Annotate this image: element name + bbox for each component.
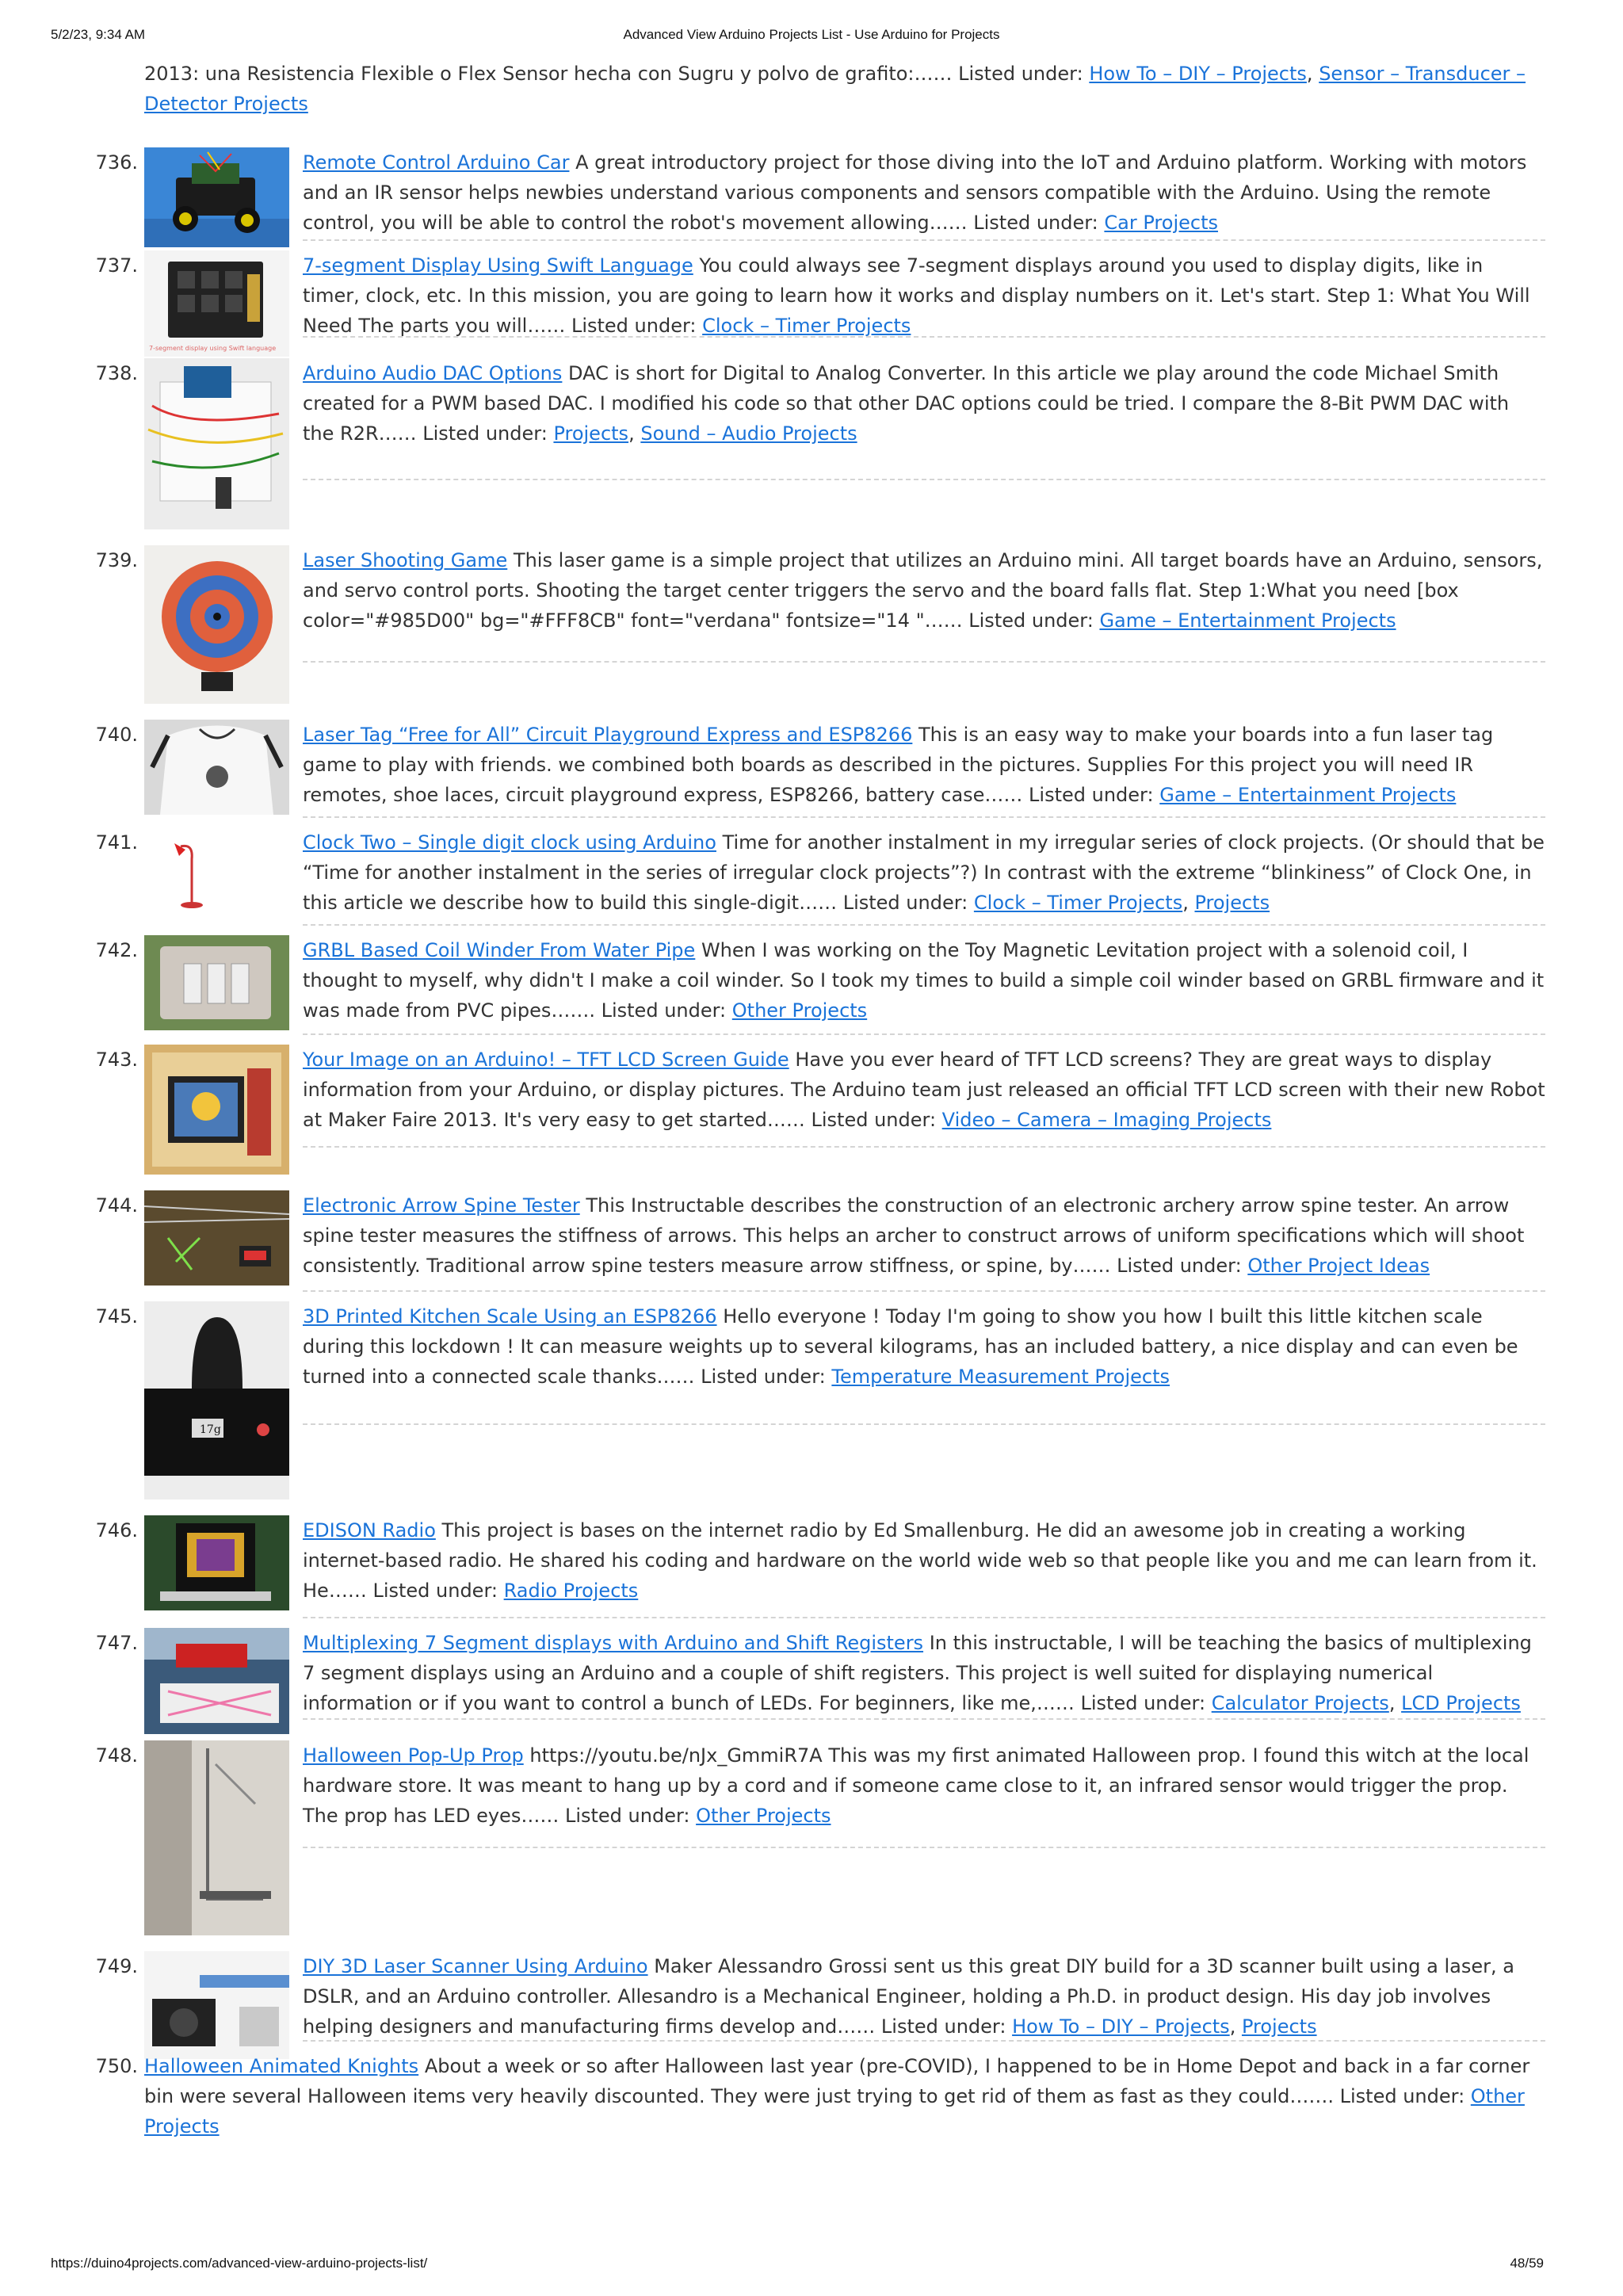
robot-car-thumb[interactable] [144, 147, 289, 247]
print-doc-title: Advanced View Arduino Projects List - Use Arduino for Projects [623, 27, 1000, 42]
list-item [95, 1190, 1545, 1292]
project-title-link[interactable]: Laser Shooting Game [303, 549, 508, 571]
item-number: 743. [95, 1049, 138, 1071]
list-item [95, 1628, 1545, 1720]
item-number: 749. [95, 1955, 138, 1977]
category-link[interactable]: Radio Projects [503, 1580, 639, 1602]
kitchen-scale-thumb[interactable] [144, 1301, 289, 1499]
coil-winder-thumb[interactable] [144, 935, 289, 1030]
projects-list [95, 147, 1545, 2141]
project-description: This laser game is a simple project that utilizes an Arduino mini. All target boards have an Arduino, sensors, and servo control ports. Shooting the target center triggers the servo and the board falls flat. Step 1:What you need [box color="#985D00" bg="#FFF8CB" font="verdana" fontsize="14 "…… Listed under: [303, 549, 1543, 632]
item-number: 748. [95, 1744, 138, 1767]
print-datetime: 5/2/23, 9:34 AM [51, 27, 146, 42]
item-number: 750. [95, 2055, 138, 2077]
radio-thumb[interactable] [144, 1515, 289, 1610]
popup-prop-thumb[interactable] [144, 1740, 289, 1935]
project-description: About a week or so after Halloween last year (pre-COVID), I happened to be in Home Depot and back in a far corner bin were several Halloween items very heavily discounted. They were just trying to get rid of them as fast as they could……. Listed under: [144, 2055, 1530, 2107]
intro-continuation: 2013: una Resistencia Flexible o Flex Sensor hecha con Sugru y polvo de grafito:…… Listed under: How To – DIY – Projects, Sensor – Transducer – Detector Projects [144, 63, 1526, 115]
item-divider [303, 1617, 1545, 1618]
intro-category-link[interactable]: Sensor – Transducer – Detector Projects [144, 63, 1526, 115]
project-title-link[interactable]: Clock Two – Single digit clock using Arduino [303, 831, 716, 854]
arrow-tester-thumb[interactable] [144, 1190, 289, 1286]
item-text [289, 545, 1545, 636]
category-link[interactable]: Car Projects [1104, 212, 1218, 234]
item-text: DIY 3D Laser Scanner Using Arduino Maker Alessandro Grossi sent us this great DIY build for a 3D scanner built using a laser, a DSLR, and an Arduino controller. Allesandro is a Mechanical Engineer, holding a Ph.D. in product design. His day job involves helping designers and manufacturing firms develop and…… Listed under: How To – DIY – Projects, Projects [303, 1955, 1514, 2038]
item-divider [303, 1033, 1545, 1035]
list-item [95, 2051, 1545, 2141]
intro-text: 2013: una Resistencia Flexible o Flex Sensor hecha con Sugru y polvo de grafito:…… Listed under: [144, 63, 1090, 85]
list-item [95, 1045, 1545, 1148]
project-description: You could always see 7-segment displays around you used to display digits, like in timer, clock, etc. In this mission, you are going to learn how it works and display numbers on it. Let's start. Step 1: What You Will Need The parts you will…… Listed under: [303, 254, 1530, 337]
project-description: Time for another instalment in my irregular series of clock projects. (Or should that be “Time for another instalment in the series of irregular clock projects”?) In contrast with the extreme “blinkiness” of Clock One, in this article we describe how to build this single-digit…… Listed under: [303, 831, 1545, 914]
multiplex-thumb[interactable] [144, 1628, 289, 1734]
item-text [289, 1045, 1545, 1135]
project-description: A great introductory project for those diving into the IoT and Arduino platform. Working with motors and an IR sensor helps newbies understand various components and sensors compatible with the Arduino. Using the remote control, you will be able to control the robot's movement allowing…… Listed under: [303, 151, 1527, 234]
project-description: DAC is short for Digital to Analog Converter. In this article we play around the code Michael Smith created for a PWM based DAC. I modified his code so that other DAC options could be tried. I compare the 8-Bit PWM DAC with the R2R…… Listed under: [303, 362, 1510, 445]
category-link[interactable]: Other Projects [144, 2085, 1525, 2137]
category-link[interactable]: Temperature Measurement Projects [831, 1366, 1170, 1388]
item-divider [303, 239, 1545, 241]
item-divider [303, 1847, 1545, 1848]
laser-scanner-thumb[interactable] [144, 1951, 289, 2059]
item-divider [303, 1290, 1545, 1292]
list-item [95, 147, 1545, 241]
category-link[interactable]: LCD Projects [1401, 1692, 1521, 1714]
item-number: 736. [95, 151, 138, 174]
item-text [289, 250, 1545, 341]
list-item [95, 1515, 1545, 1618]
project-description: This project is bases on the internet radio by Ed Smallenburg. He did an awesome job in creating a working internet-based radio. He shared his coding and hardware on the world wide web so that people like you and me can learn from it. He…… Listed under: [303, 1519, 1537, 1602]
list-item [95, 935, 1545, 1035]
project-title-link[interactable]: Electronic Arrow Spine Tester [303, 1194, 580, 1217]
list-item [95, 1951, 1545, 2042]
item-text [289, 147, 1545, 238]
project-title-link[interactable]: Laser Tag “Free for All” Circuit Playground Express and ESP8266 [303, 724, 913, 746]
item-text [289, 1515, 1545, 1606]
category-link[interactable]: Game – Entertainment Projects [1159, 784, 1457, 806]
project-description: This is an easy way to make your boards into a fun laser tag game to play with friends. we combined both boards as described in the pictures. Supplies For this project you will need IR remotes, shoe laces, circuit playground express, ESP8266, battery case…… Listed under: [303, 724, 1494, 806]
item-divider [303, 816, 1545, 818]
project-description: Have you ever heard of TFT LCD screens? They are great ways to display information from your Arduino, or display pictures. The Arduino team just released an official TFT LCD screen with their new Robot at Maker Faire 2013. It's very easy to get started…… Listed under: [303, 1049, 1545, 1131]
category-link[interactable]: How To – DIY – Projects [1012, 2015, 1230, 2038]
project-title-link[interactable]: Remote Control Arduino Car [303, 151, 570, 174]
project-title-link[interactable]: GRBL Based Coil Winder From Water Pipe [303, 939, 696, 961]
project-title-link[interactable]: Your Image on an Arduino! – TFT LCD Screen Guide [303, 1049, 789, 1071]
project-title-link[interactable]: 7-segment Display Using Swift Language [303, 254, 693, 277]
item-divider [303, 479, 1545, 480]
print-url: https://duino4projects.com/advanced-view-arduino-projects-list/ [51, 2256, 428, 2271]
item-divider [303, 1423, 1545, 1425]
project-title-link[interactable]: Arduino Audio DAC Options [303, 362, 563, 384]
list-item [95, 250, 1545, 352]
breadboard-dac-thumb[interactable] [144, 358, 289, 529]
list-item [95, 1740, 1545, 1848]
project-title-link[interactable]: Multiplexing 7 Segment displays with Arduino and Shift Registers [303, 1632, 924, 1654]
project-description: https://youtu.be/nJx_GmmiR7A This was my first animated Halloween prop. I found this witch at the local hardware store. It was meant to hang up by a cord and if someone came close to it, an infrared sensor would trigger the prop. The prop has LED eyes…… Listed under: [303, 1744, 1529, 1827]
item-divider [303, 1718, 1545, 1720]
project-description: In this instructable, I will be teaching the basics of multiplexing 7 segment displays using an Arduino and a couple of shift registers. This project is well suited for displaying numerical information or if you want to control a bunch of LEDs. For beginners, like me,…… Listed under: [303, 1632, 1532, 1714]
item-number: 745. [95, 1305, 138, 1328]
category-link[interactable]: Clock – Timer Projects [973, 892, 1183, 914]
category-link[interactable]: Video – Camera – Imaging Projects [941, 1109, 1272, 1131]
item-text [144, 2051, 1545, 2141]
project-title-link[interactable]: 3D Printed Kitchen Scale Using an ESP8266 [303, 1305, 717, 1328]
list-item [95, 1301, 1545, 1436]
project-description: This Instructable describes the construction of an electronic archery arrow spine tester. An arrow spine tester measures the stiffness of arrows. This helps an archer to construct arrows of uniform specifications which will shoot consistently. Traditional arrow spine testers measure arrow stiffness, or spine, by…… Listed under: [303, 1194, 1525, 1277]
item-divider [303, 661, 1545, 663]
list-item [95, 358, 1545, 480]
category-link[interactable]: Clock – Timer Projects [702, 315, 911, 337]
item-divider [303, 1146, 1545, 1148]
projects-list-content [95, 59, 1545, 2141]
item-number: 741. [95, 831, 138, 854]
project-title-link[interactable]: DIY 3D Laser Scanner Using Arduino [303, 1955, 648, 1977]
project-description: Maker Alessandro Grossi sent us this great DIY build for a 3D scanner built using a laser, a DSLR, and an Arduino controller. Allesandro is a Mechanical Engineer, holding a Ph.D. in product design. His day job involves helping designers and manufacturing firms develop and…… Listed under: [303, 1955, 1514, 2038]
project-title-link[interactable]: EDISON Radio [303, 1519, 436, 1541]
category-link[interactable]: Calculator Projects [1211, 1692, 1389, 1714]
category-link[interactable]: Projects [553, 422, 629, 445]
item-divider [303, 924, 1545, 926]
item-text [289, 935, 1545, 1026]
segment-display-board-thumb[interactable] [144, 250, 289, 357]
project-title-link[interactable]: Halloween Pop-Up Prop [303, 1744, 524, 1767]
item-number: 742. [95, 939, 138, 961]
item-text: Clock Two – Single digit clock using Arduino Time for another instalment in my irregular series of clock projects. (Or should that be “Time for another instalment in the series of irregular clock projects”?) In contrast with the extreme “blinkiness” of Clock One, in this article we describe how to build this single-digit…… Listed under: Clock – Timer Projects, Projects [303, 831, 1545, 914]
print-page-number: 48/59 [1510, 2256, 1544, 2271]
item-text: Arduino Audio DAC Options DAC is short for Digital to Analog Converter. In this article we play around the code Michael Smith created for a PWM based DAC. I modified his code so that other DAC options could be tried. I compare the 8-Bit PWM DAC with the R2R…… Listed under: Projects, Sound – Audio Projects [303, 362, 1510, 445]
list-item [95, 545, 1545, 663]
item-number: 740. [95, 724, 138, 746]
item-text [289, 1740, 1545, 1831]
item-number: 737. [95, 254, 138, 277]
list-item [95, 720, 1545, 818]
item-number: 744. [95, 1194, 138, 1217]
category-link[interactable]: Projects [1241, 2015, 1317, 2038]
scale-readout: 17g [200, 1423, 221, 1436]
category-link[interactable]: Other Projects [696, 1805, 831, 1827]
category-link[interactable]: Game – Entertainment Projects [1099, 609, 1396, 632]
item-text [289, 720, 1545, 810]
tft-screen-thumb[interactable] [144, 1045, 289, 1175]
item-text [289, 1301, 1545, 1392]
category-link[interactable]: Other Projects [731, 999, 868, 1022]
item-number: 738. [95, 362, 138, 384]
thumb-caption: 7-segment display using Swift language [149, 345, 277, 352]
item-text: Multiplexing 7 Segment displays with Arduino and Shift Registers In this instructable, I will be teaching the basics of multiplexing 7 segment displays using an Arduino and a couple of shift registers. This project is well suited for displaying numerical information or if you want to control a bunch of LEDs. For beginners, like me,…… Listed under: Calculator Projects, LCD Projects [303, 1632, 1532, 1714]
shirt-board-thumb[interactable] [144, 720, 289, 815]
list-item [95, 827, 1545, 926]
desk-lamp-thumb[interactable] [144, 827, 289, 923]
project-description: When I was working on the Toy Magnetic Levitation project with a solenoid coil, I thought to myself, why didn't I make a coil winder. So I took my times to build a simple coil winder based on GRBL firmware and it was made from PVC pipes……. Listed under: [303, 939, 1545, 1022]
item-text [289, 1190, 1545, 1281]
item-number: 739. [95, 549, 138, 571]
category-link[interactable]: Sound – Audio Projects [640, 422, 857, 445]
project-title-link[interactable]: Halloween Animated Knights [144, 2055, 419, 2077]
item-number: 746. [95, 1519, 138, 1541]
target-board-thumb[interactable] [144, 545, 289, 704]
category-link[interactable]: Other Project Ideas [1247, 1255, 1430, 1277]
category-link[interactable]: Projects [1194, 892, 1270, 914]
intro-category-link[interactable]: How To – DIY – Projects [1089, 63, 1307, 85]
project-description: Hello everyone ! Today I'm going to show you how I built this little kitchen scale during this lockdown ! It can measure weights up to several kilograms, has an included battery, a nice display and can even be turned into a connected scale thanks…… Listed under: [303, 1305, 1518, 1388]
item-number: 747. [95, 1632, 138, 1654]
